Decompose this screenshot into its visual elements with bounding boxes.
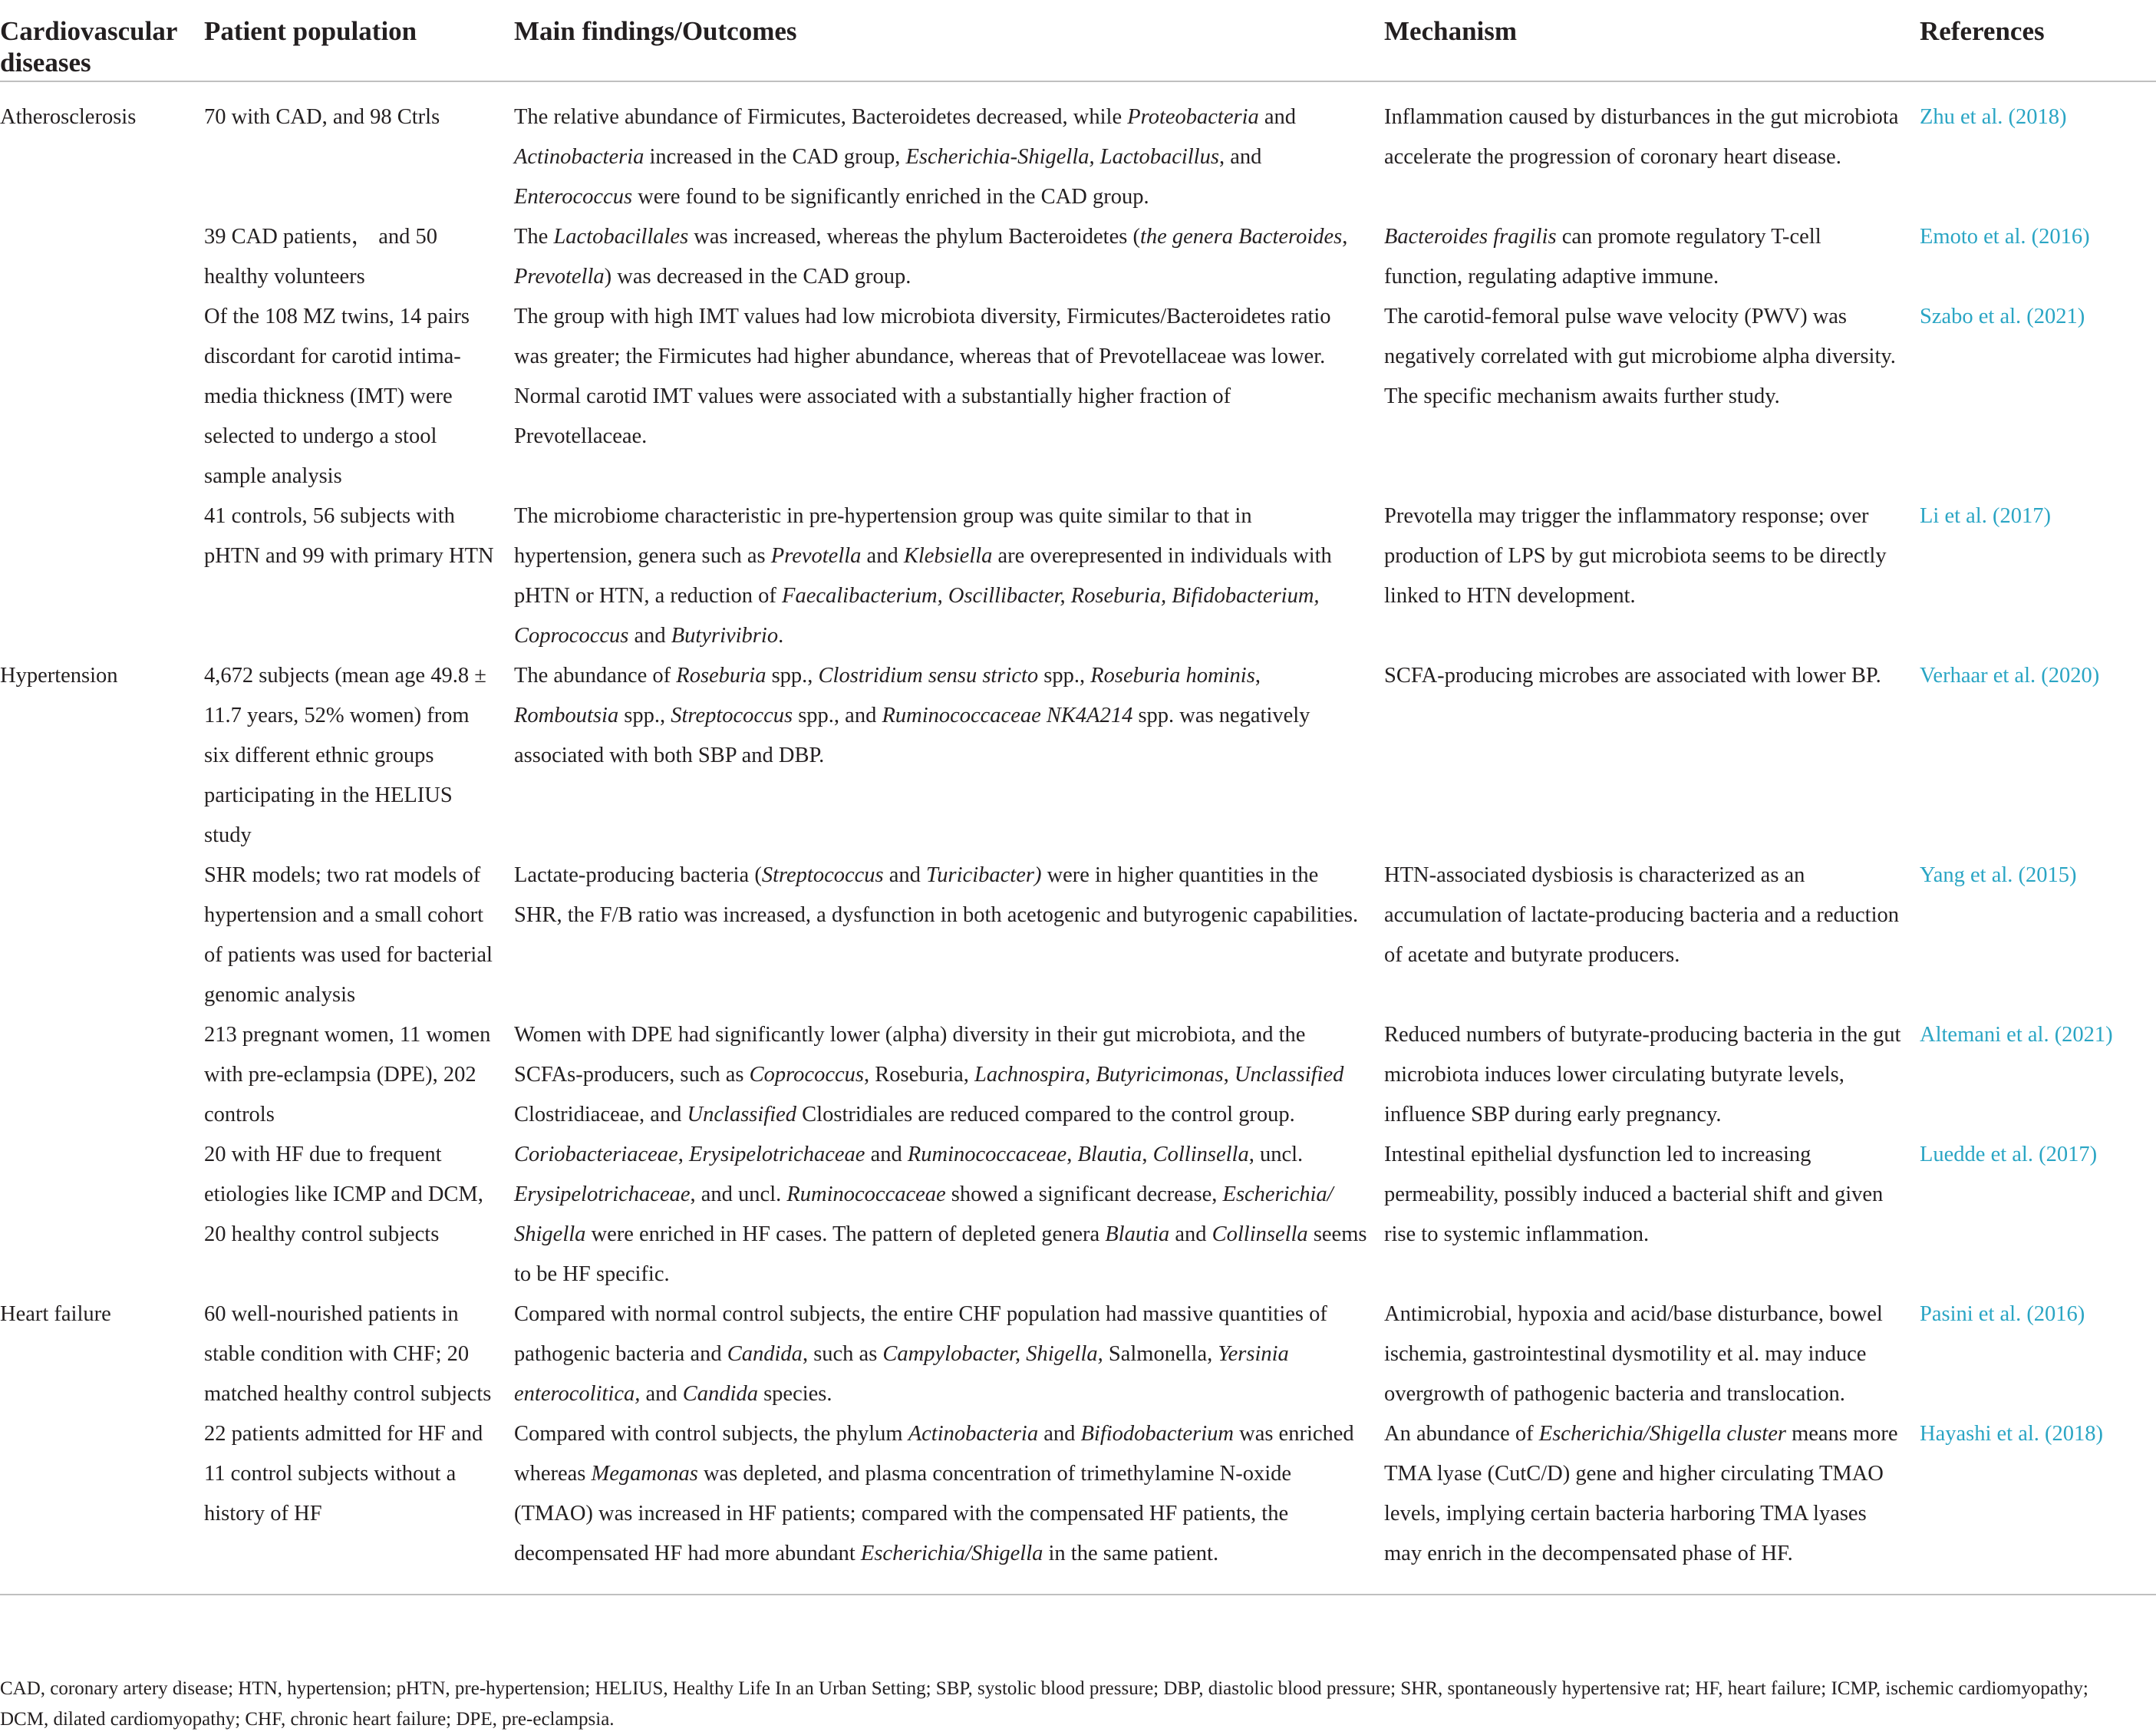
reference-link[interactable]: Yang et al. (2015) [1920, 863, 2077, 887]
text-segment: Clostridiales are reduced compared to the control group. [796, 1103, 1295, 1126]
text-segment: Compared with control subjects, the phylum [514, 1422, 908, 1446]
cell-population: 41 controls, 56 subjects with pHTN and 99 with primary HTN [204, 504, 494, 568]
taxon-italic: Butyricimonas [1096, 1063, 1224, 1087]
taxon-italic: Unclassified [687, 1103, 797, 1126]
text-segment: . [778, 624, 784, 648]
cell-population: 60 well-nourished patients in stable condition with CHF; 20 matched healthy control subjects [204, 1302, 492, 1406]
text-segment: were in higher quantities in the SHR, the F/B ratio was increased, a dysfunction in both acetogenic and butyrogenic capabilities. [514, 863, 1359, 927]
cell-mechanism [1384, 81, 1920, 217]
taxon-italic: Ruminococcaceae [907, 1143, 1067, 1166]
text-segment: were enriched in HF cases. The pattern of depleted genera [585, 1222, 1106, 1246]
header-row [0, 0, 2156, 81]
text-segment: spp., [1038, 664, 1091, 688]
text-segment: spp., [766, 664, 819, 688]
cell-disease [0, 1135, 204, 1295]
cell-reference [1920, 1135, 2156, 1295]
text-segment: ) was decreased in the CAD group. [604, 265, 912, 289]
reference-link[interactable]: Altemani et al. (2021) [1920, 1023, 2113, 1047]
cell-reference [1920, 297, 2156, 496]
header-mechanism: Mechanism [1384, 0, 1920, 81]
cell-findings [514, 1135, 1384, 1295]
text-segment: means more TMA lyase (CutC/D) gene and higher circulating TMAO levels, implying certain bacteria harboring TMA lyases may enrich in the decompensated phase of HF. [1384, 1422, 1898, 1565]
cell-reference [1920, 1414, 2156, 1595]
cell-findings [514, 496, 1384, 656]
cell-reference [1920, 856, 2156, 1015]
cell-population: 213 pregnant women, 11 women with pre-eclampsia (DPE), 202 controls [204, 1023, 491, 1126]
reference-link[interactable]: Szabo et al. (2021) [1920, 305, 2085, 328]
taxon-italic: Escherichia/Shigella [860, 1542, 1043, 1565]
taxon-italic: Butyrivibrio [671, 624, 779, 648]
taxon-italic: the genera Bacteroides [1139, 225, 1343, 249]
cell-disease [0, 1015, 204, 1135]
reference-link[interactable]: Zhu et al. (2018) [1920, 105, 2067, 129]
taxon-italic: Lachnospira [974, 1063, 1086, 1087]
reference-link[interactable]: Verhaar et al. (2020) [1920, 664, 2100, 688]
table-row [0, 856, 2156, 1015]
text-segment: Antimicrobial, hypoxia and acid/base disturbance, bowel ischemia, gastrointestinal dysmotility et al. may induce overgrowth of pathogenic bacteria and translocation. [1384, 1302, 1883, 1406]
table-row [0, 496, 2156, 656]
taxon-italic: Enterococcus [514, 185, 633, 209]
text-segment: The carotid-femoral pulse wave velocity (PWV) was negatively correlated with gut microbiome alpha diversity. The specific mechanism awaits further study. [1384, 305, 1896, 408]
cell-findings [514, 856, 1384, 1015]
text-segment: , [1142, 1143, 1153, 1166]
cell-disease [0, 496, 204, 656]
text-segment: The group with high IMT values had low microbiota diversity, Firmicutes/Bacteroidetes ratio was greater; the Firmicutes had higher abundance, whereas that of Prevotellaceae was lower. Normal carotid IMT values were associated with a substantially higher fraction of Prevotellaceae. [514, 305, 1331, 448]
text-segment: spp., and [793, 704, 882, 727]
taxon-italic: Actinobacteria [908, 1422, 1039, 1446]
text-segment: are overepresented in individuals with pHTN or HTN, a reduction of [514, 544, 1332, 608]
cell-population: 39 CAD patients， and 50 healthy volunteers [204, 225, 437, 289]
cell-population: 70 with CAD, and 98 Ctrls [204, 105, 440, 129]
cell-disease: Heart failure [0, 1302, 111, 1326]
text-segment: The microbiome characteristic in pre-hypertension group was quite similar to that in hypertension, genera such as [514, 504, 1252, 568]
text-segment: Intestinal epithelial dysfunction led to increasing permeability, possibly induced a bacterial shift and given rise to systemic inflammation. [1384, 1143, 1884, 1246]
taxon-italic: Bacteroides fragilis [1384, 225, 1557, 249]
table-footnote: CAD, coronary artery disease; HTN, hypertension; pHTN, pre-hypertension; HELIUS, Healthy Life In an Urban Setting; SBP, systolic blood pressure; DBP, diastolic blood pressure; SHR, spontaneously hypertensive rat; HF, heart failure; ICMP, ischemic cardiomyopathy; DCM, dilated cardiomyopathy; CHF, chronic heart failure; DPE, pre-eclampsia. [0, 1678, 2088, 1730]
text-segment: were found to be significantly enriched in the CAD group. [632, 185, 1149, 209]
taxon-italic: Lactobacillales [553, 225, 689, 249]
table-body [0, 81, 2156, 1595]
reference-link[interactable]: Pasini et al. (2016) [1920, 1302, 2085, 1326]
text-segment: and [1169, 1222, 1212, 1246]
text-segment: Women with DPE had significantly lower (alpha) diversity in their gut microbiota, and the SCFAs-producers, such as [514, 1023, 1306, 1087]
header-disease: Cardiovascular diseases [0, 0, 204, 81]
text-segment: , [1342, 225, 1348, 249]
table-row [0, 217, 2156, 297]
taxon-italic: Turicibacter) [926, 863, 1042, 887]
taxon-italic: Coprococcus [749, 1063, 864, 1087]
text-segment: and [1038, 1422, 1081, 1446]
taxon-italic: Candida [682, 1382, 758, 1406]
text-segment: species. [757, 1382, 832, 1406]
cell-reference [1920, 81, 2156, 217]
taxon-italic: Coriobacteriaceae [514, 1143, 678, 1166]
taxon-italic: Ruminococcaceae [786, 1183, 946, 1206]
cell-findings [514, 656, 1384, 856]
taxon-italic: Roseburia hominis [1090, 664, 1255, 688]
taxon-italic: Escherichia/ Shigella [514, 1183, 1333, 1246]
text-segment: SCFA-producing microbes are associated with lower BP. [1384, 664, 1881, 688]
taxon-italic: Proteobacteria [1127, 105, 1259, 129]
text-segment: The abundance of [514, 664, 677, 688]
cell-population: 20 with HF due to frequent etiologies like ICMP and DCM, 20 healthy control subjects [204, 1143, 483, 1246]
text-segment: Lactate-producing bacteria ( [514, 863, 762, 887]
taxon-italic: Erysipelotrichaceae [514, 1183, 691, 1206]
cell-population: 4,672 subjects (mean age 49.8 ± 11.7 years, 52% women) from six different ethnic groups participating in the HELIUS study [204, 664, 486, 847]
taxon-italic: Romboutsia [514, 704, 619, 727]
taxon-italic: , Yersinia enterocolitica, [514, 1342, 1289, 1406]
text-segment: , such as [802, 1342, 883, 1366]
text-segment: showed a significant decrease, [945, 1183, 1223, 1206]
taxon-italic: Faecalibacterium, Oscillibacter, Roseburia, Bifidobacterium, Coprococcus [514, 584, 1320, 648]
table-header [0, 0, 2156, 81]
taxon-italic: Streptococcus [761, 863, 884, 887]
taxon-italic: Klebsiella [903, 544, 993, 568]
taxon-italic: Escherichia/Shigella cluster [1538, 1422, 1786, 1446]
cell-mechanism [1384, 496, 1920, 656]
taxon-italic: Collinsella [1152, 1143, 1249, 1166]
text-segment: , [677, 1143, 689, 1166]
text-segment: Clostridiaceae, and [514, 1103, 687, 1126]
cell-disease [0, 297, 204, 496]
text-segment: and [628, 624, 671, 648]
taxon-italic: Erysipelotrichaceae [688, 1143, 865, 1166]
text-segment: , Roseburia, [863, 1063, 975, 1087]
cell-mechanism [1384, 297, 1920, 496]
text-segment: spp. was negatively associated with both SBP and DBP. [514, 704, 1310, 767]
taxon-italic: Candida [727, 1342, 803, 1366]
taxon-italic: Clostridium sensu stricto [818, 664, 1039, 688]
text-segment: The relative abundance of Firmicutes, Bacteroidetes decreased, while [514, 105, 1128, 129]
text-segment: was enriched whereas [514, 1422, 1354, 1486]
taxon-italic: Campylobacter, Shigella, [882, 1342, 1103, 1366]
cell-population: 22 patients admitted for HF and 11 control subjects without a history of HF [204, 1414, 514, 1595]
reference-link[interactable]: Li et al. (2017) [1920, 504, 2051, 528]
cell-mechanism [1384, 856, 1920, 1015]
cell-mechanism [1384, 217, 1920, 297]
text-segment: and [861, 544, 904, 568]
taxon-italic: Bifiodobacterium [1080, 1422, 1234, 1446]
cell-reference [1920, 656, 2156, 856]
cell-disease: Atherosclerosis [0, 105, 137, 129]
text-segment: in the same patient. [1043, 1542, 1219, 1565]
cell-reference [1920, 496, 2156, 656]
header-references: References [1920, 0, 2156, 81]
header-population: Patient population [204, 0, 514, 81]
cell-findings [514, 1414, 1384, 1595]
cell-disease [0, 856, 204, 1015]
table-row [0, 1414, 2156, 1595]
taxon-italic: Prevotella [514, 265, 605, 289]
text-segment: and [1258, 105, 1297, 129]
table-row [0, 1015, 2156, 1135]
text-segment: HTN-associated dysbiosis is characterized as an accumulation of lactate-producing bacteria and a reduction of acetate and butyrate producers. [1384, 863, 1900, 967]
text-segment: increased in the CAD group, [644, 145, 906, 169]
cell-findings [514, 297, 1384, 496]
text-segment: Reduced numbers of butyrate-producing bacteria in the gut microbiota induces lower circulating butyrate levels, influence SBP during early pregnancy. [1384, 1023, 1901, 1126]
text-segment: was depleted, and plasma concentration of trimethylamine N-oxide (TMAO) was increased in HF patients; compared with the compensated HF patients, the decompensated HF had more abundant [514, 1462, 1292, 1565]
table-row [0, 81, 2156, 217]
cell-disease: Hypertension [0, 664, 118, 688]
taxon-italic: Unclassified [1234, 1063, 1344, 1087]
cell-population: SHR models; two rat models of hypertension and a small cohort of patients was used for bacterial genomic analysis [204, 863, 493, 1007]
cell-reference [1920, 1295, 2156, 1414]
cell-population: Of the 108 MZ twins, 14 pairs discordant for carotid intima-media thickness (IMT) were selected to undergo a stool sample analysis [204, 305, 470, 488]
table-row [0, 656, 2156, 856]
text-segment: , [1066, 1143, 1078, 1166]
taxon-italic: Blautia [1077, 1143, 1142, 1166]
text-segment: seems to be HF specific. [514, 1222, 1367, 1286]
cell-findings [514, 1295, 1384, 1414]
text-segment: and [865, 1143, 908, 1166]
taxon-italic: Roseburia [676, 664, 766, 688]
cell-mechanism [1384, 656, 1920, 856]
text-segment: was increased, whereas the phylum Bacteroidetes ( [688, 225, 1140, 249]
cell-disease [0, 1414, 204, 1595]
text-segment: Prevotella may trigger the inflammatory response; over production of LPS by gut microbiota seems to be directly linked to HTN development. [1384, 504, 1887, 608]
text-segment: can promote regulatory T-cell function, regulating adaptive immune. [1384, 225, 1821, 289]
text-segment: , [1254, 664, 1261, 688]
taxon-italic: Megamonas [591, 1462, 698, 1486]
table-row [0, 1295, 2156, 1414]
header-findings: Main findings/Outcomes [514, 0, 1384, 81]
table-row [0, 297, 2156, 496]
reference-link[interactable]: Luedde et al. (2017) [1920, 1143, 2098, 1166]
text-segment: and [640, 1382, 683, 1406]
text-segment: Inflammation caused by disturbances in the gut microbiota accelerate the progression of coronary heart disease. [1384, 105, 1899, 169]
text-segment: and [883, 863, 927, 887]
taxon-italic: Actinobacteria [514, 145, 644, 169]
taxon-italic: Escherichia-Shigella, Lactobacillus [905, 145, 1219, 169]
text-segment: An abundance of [1384, 1422, 1539, 1446]
cell-mechanism [1384, 1015, 1920, 1135]
text-segment: , and uncl. [690, 1183, 787, 1206]
cell-reference [1920, 1015, 2156, 1135]
taxon-italic: Ruminococcaceae NK4A214 [882, 704, 1133, 727]
cell-mechanism [1384, 1295, 1920, 1414]
cell-findings [514, 81, 1384, 217]
text-segment: Compared with normal control subjects, the entire CHF population had massive quantities of pathogenic bacteria and [514, 1302, 1327, 1366]
cell-disease [0, 217, 204, 297]
text-segment: spp., [618, 704, 671, 727]
text-segment: Salmonella [1103, 1342, 1208, 1366]
reference-link[interactable]: Emoto et al. (2016) [1920, 225, 2090, 249]
taxon-italic: Streptococcus [671, 704, 793, 727]
taxon-italic: Collinsella [1212, 1222, 1308, 1246]
taxon-italic: Prevotella [770, 544, 862, 568]
cell-mechanism [1384, 1414, 1920, 1595]
text-segment: , [1085, 1063, 1096, 1087]
text-segment: , uncl. [1248, 1143, 1304, 1166]
cell-findings [514, 217, 1384, 297]
cell-mechanism [1384, 1135, 1920, 1295]
cell-findings [514, 1015, 1384, 1135]
table-row [0, 1135, 2156, 1295]
text-segment: , and [1218, 145, 1262, 169]
cell-reference [1920, 217, 2156, 297]
text-segment: The [514, 225, 554, 249]
reference-link[interactable]: Hayashi et al. (2018) [1920, 1422, 2104, 1446]
text-segment: , [1223, 1063, 1235, 1087]
taxon-italic: Blautia [1105, 1222, 1170, 1246]
